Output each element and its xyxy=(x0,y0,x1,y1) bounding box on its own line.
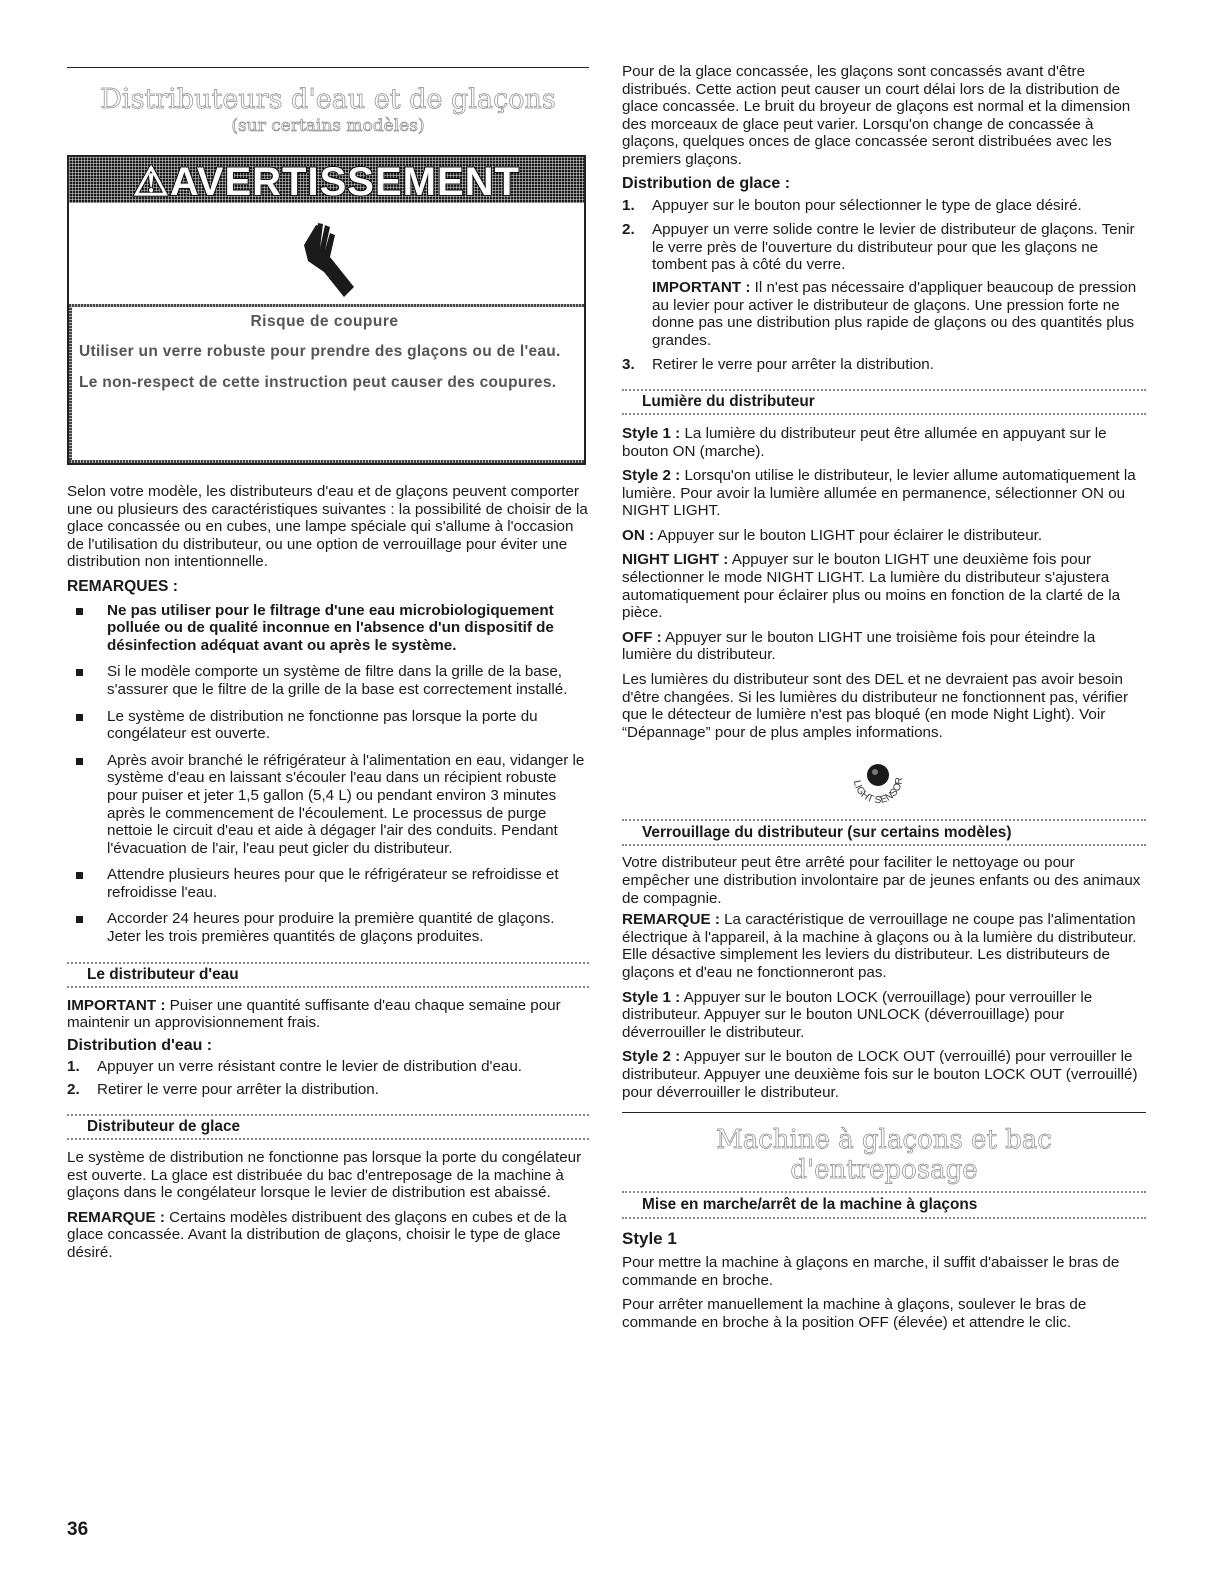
list-item: Si le modèle comporte un système de filtre dans la grille de la base, s'assurer que le filtre de la grille de la base est correctement installé. xyxy=(67,663,589,698)
section-divider xyxy=(67,986,589,988)
warning-triangle-icon: ⚠ xyxy=(133,160,170,204)
section-divider xyxy=(622,413,1146,415)
light-night: NIGHT LIGHT : Appuyer sur le bouton LIGHT une deuxième fois pour sélectionner le mode NIGHT LIGHT. La lumière du distributeur s'ajustera automatiquement pour éclairer plus ou moins en fonction de la clarté de la pièce. xyxy=(622,551,1121,622)
lock-remarque: REMARQUE : La caractéristique de verrouillage ne coupe pas l'alimentation électrique à l'appareil, à la machine à glaçons ou à la lumière du distributeur. Elle désactive simplement les leviers du distributeur. Les distributeurs de glaçons et d'eau ne fonctionneront pas. xyxy=(622,911,1137,981)
intro-paragraph: Selon votre modèle, les distributeurs d'eau et de glaçons peuvent comporter une ou plusieurs des caractéristiques suivantes : la possibilité de choisir de la glace concassée ou en cubes, une lampe spéciale qui s'allume à l'occasion de l'utilisation du distributeur, ou une option de verrouillage pour éviter une distribution non intentionnelle. xyxy=(67,483,588,571)
ice-dist-heading: Distribution de glace : xyxy=(622,174,791,192)
water-heading: Le distributeur d'eau xyxy=(87,965,239,983)
section-divider xyxy=(67,1138,589,1140)
sensor-label xyxy=(840,755,916,811)
ice-paragraph: Le système de distribution ne fonctionne pas lorsque la porte du congélateur est ouverte. La glace est distribuée du bac d'entreposage de la machine à glaçons dans le congélateur lorsque le levier de distribution est abaissé. xyxy=(67,1149,582,1202)
warning-header xyxy=(69,157,584,203)
lock-style1: Style 1 : Appuyer sur le bouton LOCK (verrouillage) pour verrouiller le distributeur. Appuyer sur le bouton UNLOCK (déverrouillage) pour déverrouiller le distributeur. xyxy=(622,988,1093,1041)
light-style1: Style 1 : La lumière du distributeur peut être allumée en appuyant sur le bouton ON (marche). xyxy=(622,424,1107,460)
icemaker-title: Machine à glaçons et bac d'entreposage xyxy=(716,1125,1052,1186)
light-led-paragraph: Les lumières du distributeur sont des DEL et ne devraient pas avoir besoin d'être changées. Si les lumières du distributeur ne fonctionnent pas, vérifier que le détecteur de lumière n'est pas bloqué (en mode Night Light). Voir “Dépannage” pour de plus amples informations. xyxy=(622,671,1129,741)
list-item: Attendre plusieurs heures pour que le réfrigérateur se refroidisse et refroidisse l'eau. xyxy=(67,866,589,901)
step-item: 2. Appuyer un verre solide contre le levier de distributeur de glaçons. Tenir le verre près de l'ouverture du distributeur pour que les glaçons ne tombent pas à côté du verre. xyxy=(622,221,1135,274)
light-off: OFF : Appuyer sur le bouton LIGHT une troisième fois pour éteindre la lumière du distributeur. xyxy=(622,628,1096,664)
warning-risk: Risque de coupure xyxy=(250,313,399,330)
ice-important: IMPORTANT : Il n'est pas nécessaire d'appliquer beaucoup de pression au levier pour activer le distributeur de glaçons. Une pression forte ne donne pas une distribution plus rapide de glaçons ou des quantités plus grandes. xyxy=(652,278,1137,349)
page-number: 36 xyxy=(67,1519,89,1540)
top-rule xyxy=(67,67,589,68)
warning-bottom-edge xyxy=(69,460,584,463)
list-item: Après avoir branché le réfrigérateur à l'alimentation en eau, vidanger le système d'eau en laissant s'écouler l'eau dans un récipient robuste pour puiser et jeter 1,5 gallon (5,4 L) ou pendant environ 3 minutes après le commencement de l'écoulement. Le processus de purge nettoie le circuit d'eau et aide à dégager l'air des conduits. Pendant l'évacuation de l'air, l'eau peut gicler du distributeur. xyxy=(67,752,589,858)
warning-edge xyxy=(69,307,72,463)
light-heading: Lumière du distributeur xyxy=(642,392,815,410)
warning-divider xyxy=(69,304,584,307)
water-dist-heading: Distribution d'eau : xyxy=(67,1036,213,1054)
lock-paragraph: Votre distributeur peut être arrêté pour faciliter le nettoyage ou pour empêcher une distribution involontaire par de jeunes enfants ou des animaux de compagnie. xyxy=(622,854,1141,907)
step-item: 2. Retirer le verre pour arrêter la distribution. xyxy=(67,1081,379,1099)
light-sensor-figure xyxy=(622,741,1146,819)
crushed-paragraph: Pour de la glace concassée, les glaçons sont concassés avant d'être distribués. Cette action peut causer un court délai lors de la distribution de glace concassée. Le bruit du broyeur de glaçons est normal et la dimension des morceaux de glace peut varier. Lorsqu'on change de concassée à glaçons, quelques onces de glace concassée seront distribuées avec les premiers glaçons. xyxy=(622,63,1131,168)
list-item: Le système de distribution ne fonctionne pas lorsque la porte du congélateur est ouverte. xyxy=(67,708,589,743)
step-item: 1. Appuyer un verre résistant contre le levier de distribution d'eau. xyxy=(67,1057,523,1075)
list-item: Ne pas utiliser pour le filtrage d'une eau microbiologiquement polluée ou de qualité inconnue en l'absence d'un dispositif de désinfection adéquat avant ou après le système. xyxy=(67,602,589,655)
icemaker-heading: Mise en marche/arrêt de la machine à glaçons xyxy=(642,1196,978,1214)
warning-line-2: Le non-respect de cette instruction peut causer des coupures. xyxy=(79,374,557,391)
ice-heading: Distributeur de glace xyxy=(87,1118,241,1136)
water-important: IMPORTANT : Puiser une quantité suffisante d'eau chaque semaine pour maintenir un approvisionnement frais. xyxy=(67,996,561,1032)
light-style2: Style 2 : Lorsqu'on utilise le distributeur, le levier allume automatiquement la lumière. Pour avoir la lumière allumée en permanence, sélectionner ON ou NIGHT LIGHT. xyxy=(622,467,1136,520)
section-rule xyxy=(622,1112,1146,1113)
step-item: 1. Appuyer sur le bouton pour sélectionner le type de glace désiré. xyxy=(622,196,1082,214)
section-title: Distributeurs d'eau et de glaçons xyxy=(100,84,556,115)
section-divider xyxy=(622,844,1146,846)
remarques-label: REMARQUES : xyxy=(67,577,178,595)
warning-line-1: Utiliser un verre robuste pour prendre des glaçons ou de l'eau. xyxy=(79,343,561,360)
lock-style2: Style 2 : Appuyer sur le bouton de LOCK OUT (verrouillé) pour verrouiller le distributeur. Appuyer une deuxième fois sur le bouton LOCK OUT (verrouillé) pour déverrouiller le distributeur. xyxy=(622,1048,1138,1101)
icemaker-style-heading: Style 1 xyxy=(622,1229,677,1249)
svg-text:LIGHT SENSOR: LIGHT SENSOR xyxy=(850,777,906,807)
light-on: ON : Appuyer sur le bouton LIGHT pour éclairer le distributeur. xyxy=(622,526,1043,544)
step-item: 3. Retirer le verre pour arrêter la distribution. xyxy=(622,356,934,374)
section-divider xyxy=(622,1217,1146,1219)
cut-hazard-icon xyxy=(294,217,364,297)
list-item: Accorder 24 heures pour produire la première quantité de glaçons. Jeter les trois premières quantités de glaçons produites. xyxy=(67,910,589,945)
lock-heading: Verrouillage du distributeur (sur certains modèles) xyxy=(642,824,1012,842)
icemaker-p2: Pour arrêter manuellement la machine à glaçons, soulever le bras de commande en broche à la position OFF (élevée) et attendre le clic. xyxy=(622,1296,1087,1331)
warning-box xyxy=(67,155,586,465)
ice-remarque: REMARQUE : Certains modèles distribuent des glaçons en cubes et de la glace concassée. Avant la distribution de glaçons, choisir le type de glace désiré. xyxy=(67,1208,567,1261)
section-subtitle: (sur certains modèles) xyxy=(231,116,425,136)
warning-title: ⚠AVERTISSEMENT xyxy=(133,160,520,204)
icemaker-p1: Pour mettre la machine à glaçons en marche, il suffit d'abaisser le bras de commande en broche. xyxy=(622,1254,1120,1289)
